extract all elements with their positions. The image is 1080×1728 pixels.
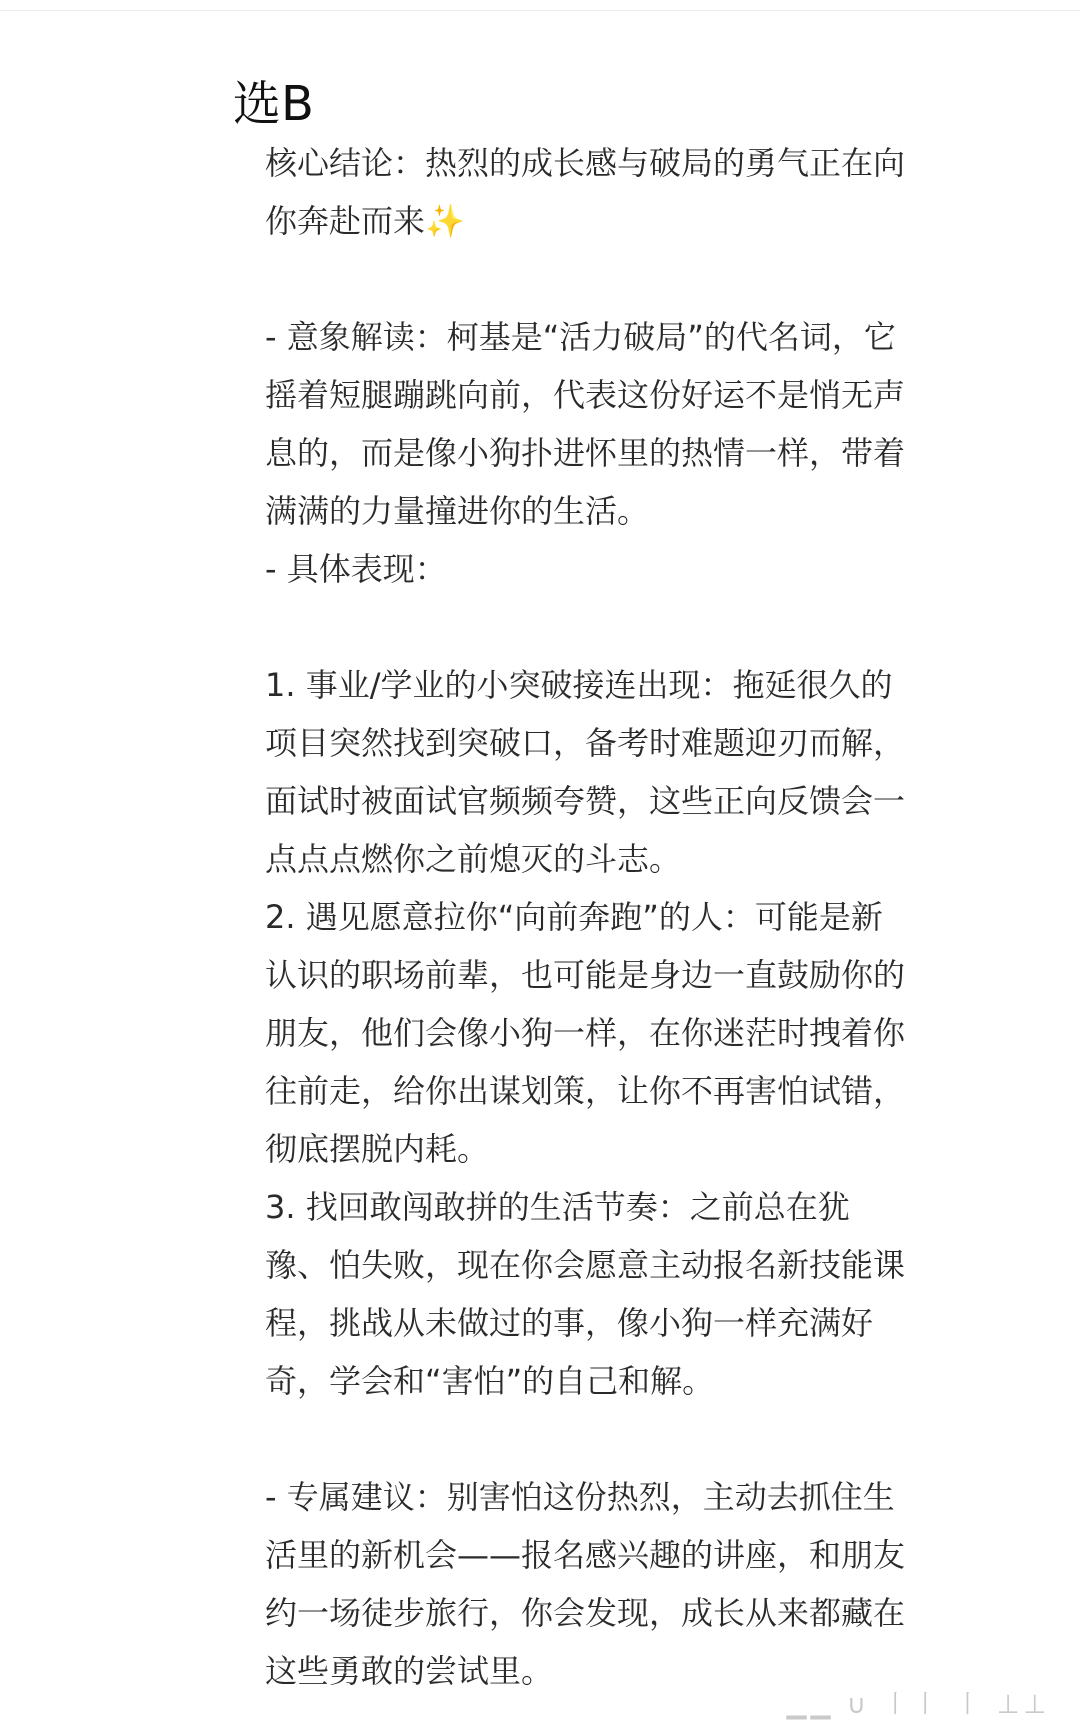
paragraph-gap	[265, 1410, 905, 1468]
core-conclusion	[265, 134, 905, 250]
sparkle-icon: ✨	[425, 202, 465, 240]
list-item: 1. 事业/学业的小突破接连出现：拖延很久的项目突然找到突破口，备考时难题迎刃而解，面试时被面试官频频夸赞，这些正向反馈会一点点点燃你之前熄灭的斗志。	[265, 666, 906, 878]
article-body	[265, 134, 905, 1700]
list-item: 2. 遇见愿意拉你“向前奔跑”的人：可能是新认识的职场前辈，也可能是身边一直鼓励你的朋友，他们会像小狗一样，在你迷茫时拽着你往前走，给你出谋划策，让你不再害怕试错，彻底摆脱内耗。	[265, 898, 906, 1168]
top-divider	[0, 10, 1080, 11]
exclusive-advice: - 专属建议：别害怕这份热烈，主动去抓住生活里的新机会——报名感兴趣的讲座，和朋友约一场徒步旅行，你会发现，成长从来都藏在这些勇敢的尝试里。	[265, 1478, 906, 1690]
imagery-interpretation: - 意象解读：柯基是“活力破局”的代名词，它摇着短腿蹦跳向前，代表这份好运不是悄无声息的，而是像小狗扑进怀里的热情一样，带着满满的力量撞进你的生活。	[265, 318, 906, 530]
core-conclusion-text: 核心结论：热烈的成长感与破局的勇气正在向你奔赴而来	[265, 144, 906, 240]
watermark-marks: ▁▁ ∪ 〡〡 〡 ⊥⊥	[786, 1690, 1050, 1720]
specifics-heading: - 具体表现：	[265, 550, 447, 588]
paragraph-gap	[265, 250, 905, 308]
page-title: 选B	[233, 76, 314, 132]
paragraph-gap	[265, 598, 905, 656]
list-item: 3. 找回敢闯敢拼的生活节奏：之前总在犹豫、怕失败，现在你会愿意主动报名新技能课程，挑战从未做过的事，像小狗一样充满好奇，学会和“害怕”的自己和解。	[265, 1188, 906, 1400]
